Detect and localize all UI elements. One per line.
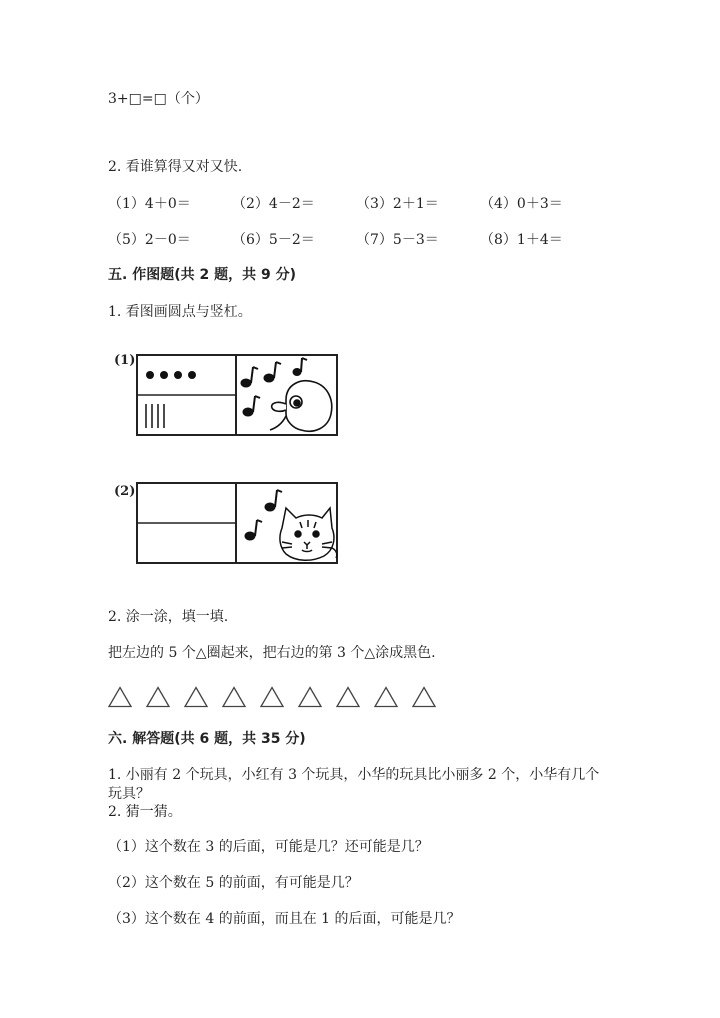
calc-item-8: （8）1＋4＝ [480,232,563,248]
s6-q2-item-3: （3）这个数在 4 的前面，而且在 1 的后面，可能是几？ [108,911,461,927]
s6-q2-item-2: （2）这个数在 5 的前面，有可能是几？ [108,875,359,891]
triangle-icon [184,686,208,708]
s5-q1-title: 1. 看图画圆点与竖杠。 [108,304,252,320]
triangle-icon [412,686,436,708]
fig2-label: (2) [114,484,136,499]
cat-icon [280,508,337,560]
triangle-icon [146,686,170,708]
section6-heading: 六. 解答题(共 6 题，共 35 分) [108,731,306,747]
fig1-label: (1) [114,353,136,368]
calc-item-3: （3）2＋1＝ [356,196,439,212]
figure-2-drawing [136,482,338,564]
calc-item-5: （5）2－0＝ [108,232,191,248]
calc-item-1: （1）4＋0＝ [108,196,191,212]
s5-q2-title: 2. 涂一涂，填一填. [108,609,229,625]
calc-item-6: （6）5－2＝ [232,232,315,248]
s6-q2-title: 2. 猜一猜。 [108,804,182,820]
triangle-icon [108,686,132,708]
figure-2 [136,482,338,564]
calc-item-2: （2）4－2＝ [232,196,315,212]
triangle-icon [260,686,284,708]
triangle-icon [298,686,322,708]
triangle-icon [336,686,360,708]
s6-q2-item-1: （1）这个数在 3 的后面，可能是几？还可能是几？ [108,839,429,855]
s6-q1-line2: 玩具？ [108,786,150,802]
s6-q1-line1: 1. 小丽有 2 个玩具，小红有 3 个玩具，小华的玩具比小丽多 2 个，小华有几个 [108,767,600,783]
calc-item-4: （4）0＋3＝ [480,196,563,212]
figure-1 [136,354,338,436]
s5-q2-instruction: 把左边的 5 个△圈起来，把右边的第 3 个△涂成黑色. [108,645,436,661]
triangle-row [108,686,436,708]
figure-1-drawing [136,354,338,436]
calc-item-7: （7）5－3＝ [356,232,439,248]
triangle-icon [374,686,398,708]
triangle-icon [222,686,246,708]
top-equation: 3+□=□（个） [108,91,209,107]
section5-heading: 五. 作图题(共 2 题，共 9 分) [108,267,296,283]
q2-title: 2. 看谁算得又对又快. [108,159,243,175]
